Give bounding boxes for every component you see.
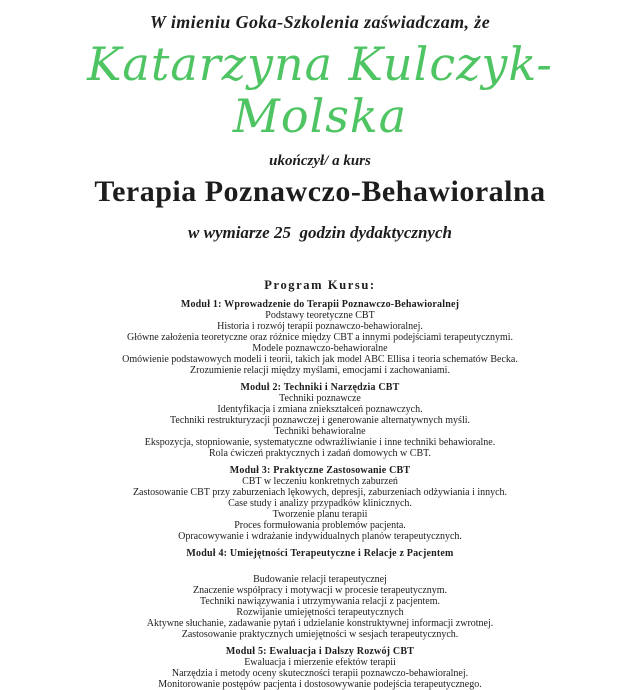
module-line: Techniki restrukturyzacji poznawczej i generowanie alternatywnych myśli.	[169, 415, 470, 426]
module-lines	[0, 657, 640, 690]
module-line: Podstawy teoretyczne CBT	[265, 310, 375, 321]
module-line: CBT w leczeniu konkretnych zaburzeń	[242, 476, 398, 487]
module-line: Modele poznawczo-behawioralne	[252, 343, 388, 354]
module-line: Opracowywanie i wdrażanie indywidualnych planów terapeutycznych.	[178, 531, 462, 542]
module-line: Tworzenie planu terapii	[272, 509, 368, 520]
module-line: Omówienie podstawowych modeli i teorii, takich jak model ABC Ellisa i teoria schematów Becka.	[122, 354, 518, 365]
module-section	[0, 382, 640, 459]
module-line: Zrozumienie relacji między myślami, emocjami i zachowaniami.	[190, 365, 450, 376]
module-section	[0, 548, 640, 640]
module-lines	[0, 559, 640, 640]
module-line: Rola ćwiczeń praktycznych i zadań domowych w CBT.	[209, 448, 431, 459]
module-line: Ekspozycja, stopniowanie, systematyczne odwrażliwianie i inne techniki behawioralne.	[144, 437, 496, 448]
module-line: Monitorowanie postępów pacjenta i dostosowywanie podejścia terapeutycznego.	[158, 679, 482, 690]
module-line: Główne założenia teoretyczne oraz różnice między CBT a innymi podejściami terapeutycznymi.	[126, 332, 514, 343]
module-line: Rozwijanie umiejętności terapeutycznych	[236, 607, 404, 618]
course-title: Terapia Poznawczo-Behawioralna	[94, 175, 546, 208]
module-line: Identyfikacja i zmiana zniekształceń poznawczych.	[217, 404, 423, 415]
recipient-name: Katarzyna Kulczyk-Molska	[87, 37, 553, 143]
program-modules	[0, 299, 640, 690]
program-heading: Program Kursu:	[264, 278, 376, 292]
module-line: Zastosowanie praktycznych umiejętności w sesjach terapeutycznych.	[181, 629, 459, 640]
module-line: Ewaluacja i mierzenie efektów terapii	[244, 657, 396, 668]
module-lines	[0, 476, 640, 542]
module-line: Zastosowanie CBT przy zaburzeniach lękowych, depresji, zaburzeniach odżywiania i innych.	[132, 487, 508, 498]
module-title: Moduł 3: Praktyczne Zastosowanie CBT	[229, 465, 411, 476]
module-title: Moduł 4: Umiejętności Terapeutyczne i Relacje z Pacjentem	[186, 548, 454, 559]
module-line: Techniki nawiązywania i utrzymywania relacji z pacjentem.	[199, 596, 441, 607]
module-line: Znaczenie współpracy i motywacji w procesie terapeutycznym.	[192, 585, 448, 596]
module-section	[0, 299, 640, 376]
module-lines	[0, 310, 640, 376]
module-lines	[0, 393, 640, 459]
module-line: Historia i rozwój terapii poznawczo-behawioralnej.	[217, 321, 423, 332]
module-line: Case study i analizy przypadków klinicznych.	[228, 498, 412, 509]
module-line: Techniki poznawcze	[279, 393, 361, 404]
module-title: Moduł 5: Ewaluacja i Dalszy Rozwój CBT	[225, 646, 415, 657]
module-title: Moduł 1: Wprowadzenie do Terapii Poznawczo-Behawioralnej	[180, 299, 460, 310]
module-line: Narzędzia i metody oceny skuteczności terapii poznawczo-behawioralnej.	[171, 668, 469, 679]
module-line	[0, 559, 640, 574]
certificate-intro: W imieniu Goka-Szkolenia zaświadczam, że	[149, 12, 491, 32]
course-hours: w wymiarze 25 godzin dydaktycznych	[188, 223, 452, 242]
module-title: Moduł 2: Techniki i Narzędzia CBT	[240, 382, 400, 393]
module-line: Proces formułowania problemów pacjenta.	[234, 520, 406, 531]
module-line: Techniki behawioralne	[274, 426, 366, 437]
completion-text: ukończył/ a kurs	[269, 153, 371, 169]
module-section	[0, 465, 640, 542]
module-section	[0, 646, 640, 690]
module-line: Aktywne słuchanie, zadawanie pytań i udzielanie konstruktywnej informacji zwrotnej.	[146, 618, 494, 629]
module-line: Budowanie relacji terapeutycznej	[253, 574, 387, 585]
